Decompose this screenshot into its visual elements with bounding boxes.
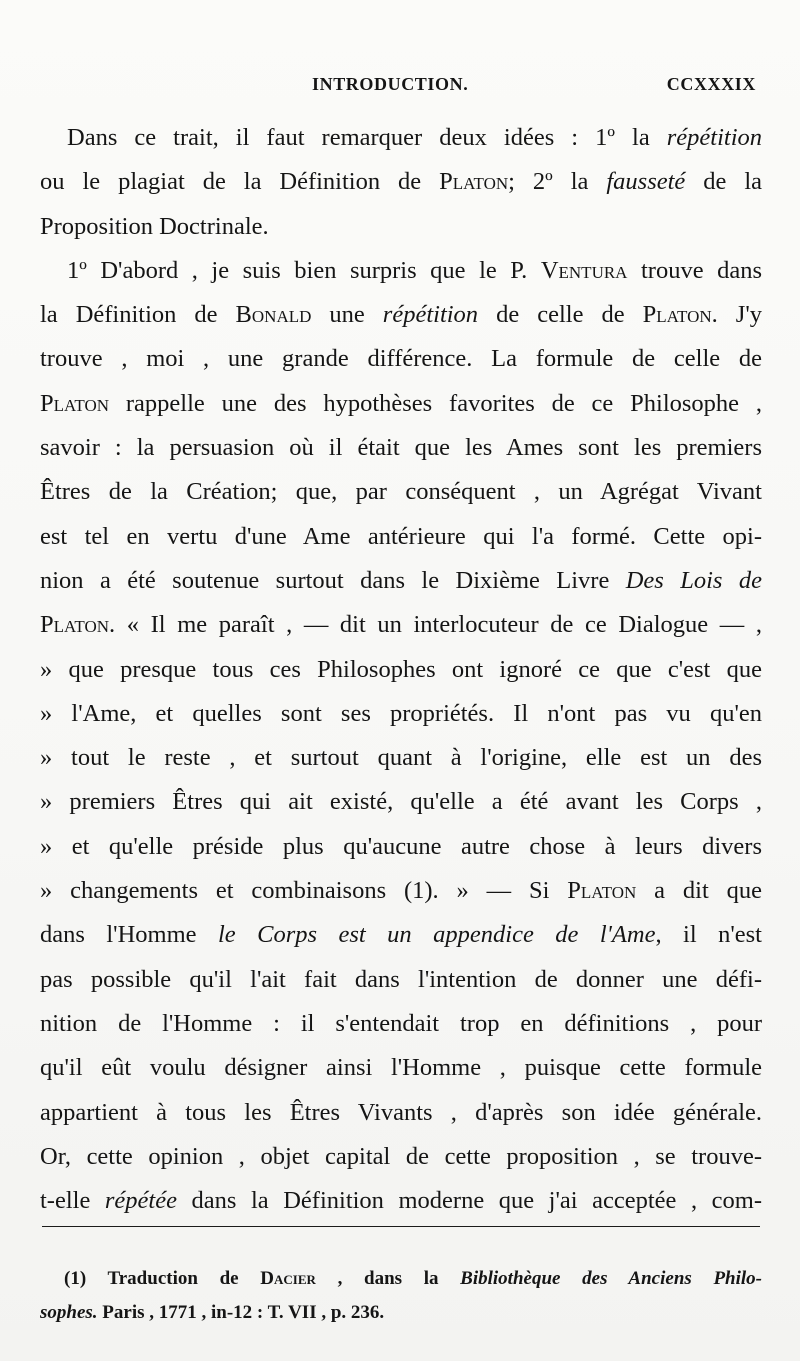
page-number: CCXXXIX	[666, 74, 756, 94]
running-header	[40, 68, 760, 100]
text-line-7: Platon rappelle une des hypothèses favorites de ce Philosophe ,	[40, 389, 762, 417]
text-line-20: pas possible qu'il l'ait fait dans l'intention de donner une défi-	[40, 965, 762, 993]
text-line-15: » tout le reste , et surtout quant à l'origine, elle est un des	[40, 744, 762, 772]
text-line-19: dans l'Homme le Corps est un appendice de l'Ame, il n'est	[40, 921, 762, 949]
running-title: INTRODUCTION.	[312, 74, 469, 94]
text-line-14: » l'Ame, et quelles sont ses propriétés. Il n'ont pas vu qu'en	[40, 699, 762, 727]
footnote-rule	[42, 1226, 760, 1227]
footnote	[40, 1262, 762, 1330]
body-text	[40, 116, 762, 1223]
footnote-line-1: (1) Traduction de Dacier , dans la Bibliothèque des Anciens Philo-	[64, 1268, 762, 1289]
text-line-2: ou le plagiat de la Définition de Platon; 2º la fausseté de la	[40, 168, 762, 196]
footnote-line-2: sophes. Paris , 1771 , in-12 : T. VII , p. 236.	[40, 1302, 385, 1323]
text-line-16: » premiers Êtres qui ait existé, qu'elle a été avant les Corps ,	[40, 788, 762, 816]
text-line-22: qu'il eût voulu désigner ainsi l'Homme , puisque cette formule	[40, 1054, 762, 1082]
text-line-4: 1º D'abord , je suis bien surpris que le P. Ventura trouve dans	[67, 256, 762, 284]
text-line-8: savoir : la persuasion où il était que les Ames sont les premiers	[40, 434, 762, 462]
text-line-21: nition de l'Homme : il s'entendait trop en définitions , pour	[40, 1009, 762, 1037]
text-line-11: nion a été soutenue surtout dans le Dixième Livre Des Lois de	[40, 566, 762, 594]
text-line-23: appartient à tous les Êtres Vivants , d'après son idée générale.	[40, 1098, 762, 1126]
text-line-1: Dans ce trait, il faut remarquer deux idées : 1º la répétition	[67, 124, 762, 151]
text-line-3: Proposition Doctrinale.	[40, 212, 269, 240]
text-line-25: t-elle répétée dans la Définition moderne que j'ai acceptée , com-	[40, 1187, 762, 1215]
text-line-12: Platon. « Il me paraît , — dit un interlocuteur de ce Dialogue — ,	[40, 611, 762, 639]
text-line-18: » changements et combinaisons (1). » — Si Platon a dit que	[40, 877, 762, 905]
text-line-9: Êtres de la Création; que, par conséquent , un Agrégat Vivant	[40, 478, 762, 506]
text-line-10: est tel en vertu d'une Ame antérieure qui l'a formé. Cette opi-	[40, 522, 762, 550]
text-line-6: trouve , moi , une grande différence. La formule de celle de	[40, 345, 762, 373]
text-line-13: » que presque tous ces Philosophes ont ignoré ce que c'est que	[40, 655, 762, 683]
text-line-17: » et qu'elle préside plus qu'aucune autre chose à leurs divers	[40, 832, 762, 860]
text-line-5: la Définition de Bonald une répétition de celle de Platon. J'y	[40, 301, 762, 329]
text-line-24: Or, cette opinion , objet capital de cette proposition , se trouve-	[40, 1142, 762, 1170]
